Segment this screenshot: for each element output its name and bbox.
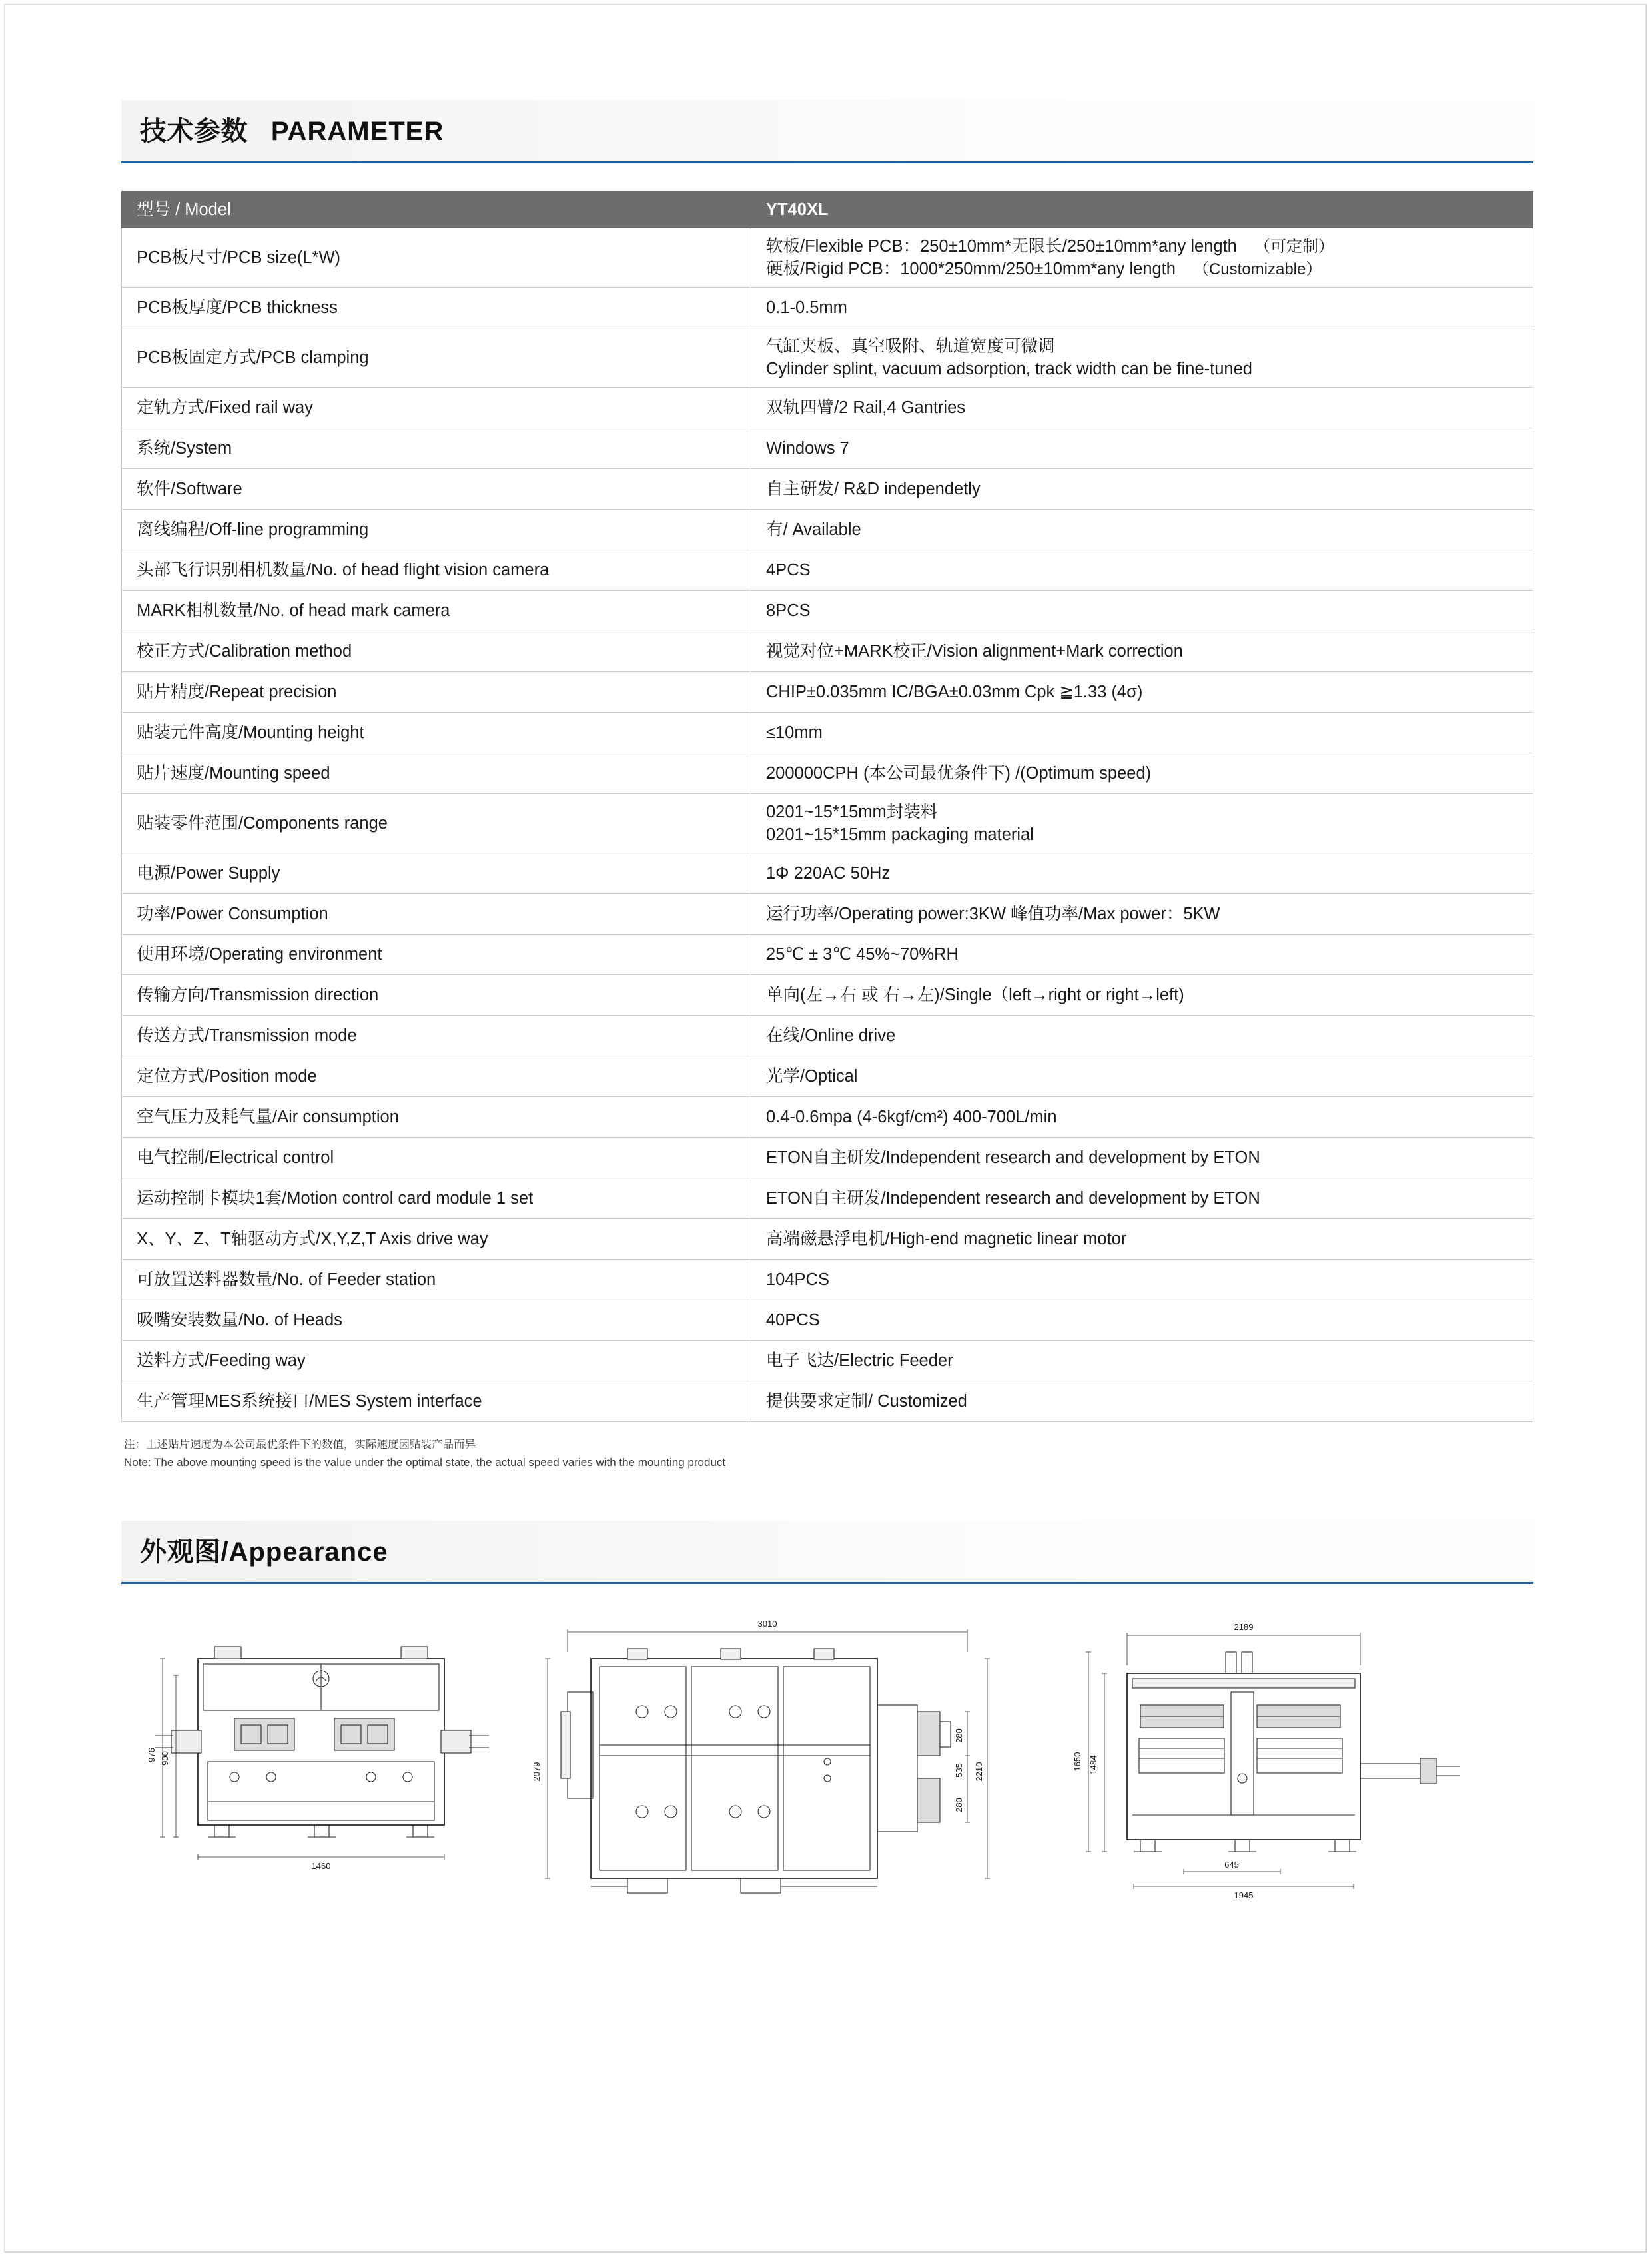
table-row	[122, 228, 1533, 288]
section-title-appearance-cn: 外观图	[140, 1537, 221, 1567]
row-value: 视觉对位+MARK校正/Vision alignment+Mark correction	[751, 631, 1533, 672]
row-label: 贴装零件范围/Components range	[122, 794, 751, 853]
table-row	[122, 713, 1533, 753]
row-label: PCB板厚度/PCB thickness	[122, 288, 751, 328]
table-row	[122, 1219, 1533, 1260]
row-value-line: 硬板/Rigid PCB：1000*250mm/250±10mm*any length （Customizable）	[766, 260, 1322, 278]
dim-front-height2: 900	[160, 1751, 170, 1766]
row-value: 光学/Optical	[751, 1056, 1533, 1097]
dim-side-height1: 1650	[1072, 1752, 1082, 1772]
row-value: 0.4-0.6mpa (4-6kgf/cm²) 400-700L/min	[751, 1097, 1533, 1138]
row-value: CHIP±0.035mm IC/BGA±0.03mm Cpk ≧1.33 (4σ)	[751, 672, 1533, 713]
row-value: 电子飞达/Electric Feeder	[751, 1341, 1533, 1381]
section-title-parameter	[140, 110, 444, 148]
table-row	[122, 1260, 1533, 1300]
row-label: 送料方式/Feeding way	[122, 1341, 751, 1381]
table-row	[122, 1016, 1533, 1056]
row-value: 在线/Online drive	[751, 1016, 1533, 1056]
row-label: 电源/Power Supply	[122, 853, 751, 894]
table-row	[122, 550, 1533, 591]
dim-top-d2: 535	[954, 1763, 964, 1778]
table-row	[122, 1341, 1533, 1381]
section-title-parameter-en: PARAMETER	[270, 117, 444, 146]
row-value: ETON自主研发/Independent research and development by ETON	[751, 1178, 1533, 1219]
page-content	[121, 100, 1533, 2025]
row-label: 离线编程/Off-line programming	[122, 510, 751, 550]
table-row	[122, 388, 1533, 428]
row-value-line: 0201~15*15mm packaging material	[766, 825, 1034, 844]
table-row	[122, 1056, 1533, 1097]
drawing-top-view	[528, 1612, 1021, 1925]
appearance-section	[121, 1521, 1533, 2025]
section-title-parameter-cn: 技术参数	[140, 117, 248, 146]
dim-side-b2: 1945	[1234, 1890, 1254, 1900]
row-value: 1Φ 220AC 50Hz	[751, 853, 1533, 894]
row-value: 25℃ ± 3℃ 45%~70%RH	[751, 935, 1533, 975]
footnote-cn: 注：上述贴片速度为本公司最优条件下的数值，实际速度因贴装产品而异	[124, 1439, 476, 1451]
table-header-row	[122, 192, 1533, 228]
dim-side-width: 2189	[1234, 1621, 1254, 1632]
table-row	[122, 794, 1533, 853]
row-value-line: 软板/Flexible PCB：250±10mm*无限长/250±10mm*any length （可定制）	[766, 236, 1334, 256]
table-row	[122, 328, 1533, 388]
row-label: 贴片精度/Repeat precision	[122, 672, 751, 713]
row-value: Windows 7	[751, 428, 1533, 469]
section-header-parameter	[121, 100, 1533, 163]
row-value: 200000CPH (本公司最优条件下) /(Optimum speed)	[751, 753, 1533, 794]
row-label: 软件/Software	[122, 469, 751, 510]
section-title-appearance	[140, 1531, 388, 1569]
row-value-line: Cylinder splint, vacuum adsorption, track width can be fine-tuned	[766, 360, 1252, 378]
row-value	[751, 228, 1533, 288]
row-value: 40PCS	[751, 1300, 1533, 1341]
table-row	[122, 1097, 1533, 1138]
table-footnote	[124, 1437, 1533, 1471]
row-label: 运动控制卡模块1套/Motion control card module 1 set	[122, 1178, 751, 1219]
table-row	[122, 975, 1533, 1016]
row-label: MARK相机数量/No. of head mark camera	[122, 591, 751, 631]
row-label: X、Y、Z、T轴驱动方式/X,Y,Z,T Axis drive way	[122, 1219, 751, 1260]
row-label: 生产管理MES系统接口/MES System interface	[122, 1381, 751, 1422]
drawing-front-view	[135, 1612, 508, 1925]
table-row	[122, 935, 1533, 975]
dim-side-b1: 645	[1224, 1859, 1239, 1870]
row-label: 定轨方式/Fixed rail way	[122, 388, 751, 428]
footnote-en: Note: The above mounting speed is the value under the optimal state, the actual speed varies with the mounting product	[124, 1455, 726, 1469]
row-label: 功率/Power Consumption	[122, 894, 751, 935]
row-label: 校正方式/Calibration method	[122, 631, 751, 672]
appearance-drawings	[121, 1612, 1533, 2025]
table-row	[122, 288, 1533, 328]
table-row	[122, 428, 1533, 469]
table-header-value: YT40XL	[751, 192, 1533, 228]
row-label: 头部飞行识别相机数量/No. of head flight vision camera	[122, 550, 751, 591]
table-row	[122, 853, 1533, 894]
row-value: 4PCS	[751, 550, 1533, 591]
row-value: 104PCS	[751, 1260, 1533, 1300]
row-label: 吸嘴安装数量/No. of Heads	[122, 1300, 751, 1341]
row-label: 电气控制/Electrical control	[122, 1138, 751, 1178]
row-label: 传输方向/Transmission direction	[122, 975, 751, 1016]
row-label: 定位方式/Position mode	[122, 1056, 751, 1097]
table-row	[122, 1300, 1533, 1341]
row-label: 贴片速度/Mounting speed	[122, 753, 751, 794]
dim-top-width: 3010	[757, 1618, 777, 1629]
row-value	[751, 794, 1533, 853]
table-row	[122, 1178, 1533, 1219]
dim-top-d1: 280	[954, 1728, 964, 1743]
table-row	[122, 510, 1533, 550]
row-value: 双轨四臂/2 Rail,4 Gantries	[751, 388, 1533, 428]
table-row	[122, 1138, 1533, 1178]
table-row	[122, 894, 1533, 935]
row-label: PCB板固定方式/PCB clamping	[122, 328, 751, 388]
table-row	[122, 672, 1533, 713]
row-label: 可放置送料器数量/No. of Feeder station	[122, 1260, 751, 1300]
table-row	[122, 1381, 1533, 1422]
section-header-appearance	[121, 1521, 1533, 1584]
row-value	[751, 328, 1533, 388]
parameter-table	[121, 191, 1533, 1422]
row-label: 传送方式/Transmission mode	[122, 1016, 751, 1056]
row-value: ETON自主研发/Independent research and development by ETON	[751, 1138, 1533, 1178]
row-value: 有/ Available	[751, 510, 1533, 550]
dim-top-d3: 2210	[974, 1762, 984, 1782]
row-value-line: 0201~15*15mm封装料	[766, 802, 938, 821]
table-header-label: 型号 / Model	[122, 192, 751, 228]
row-value: ≤10mm	[751, 713, 1533, 753]
table-row	[122, 631, 1533, 672]
table-row	[122, 591, 1533, 631]
row-value: 单向(左→右 或 右→左)/Single（left→right or right→left)	[751, 975, 1533, 1016]
row-label: PCB板尺寸/PCB size(L*W)	[122, 228, 751, 288]
row-label: 贴装元件高度/Mounting height	[122, 713, 751, 753]
table-row	[122, 469, 1533, 510]
row-value: 提供要求定制/ Customized	[751, 1381, 1533, 1422]
section-title-appearance-en: /Appearance	[220, 1537, 388, 1567]
table-row	[122, 753, 1533, 794]
row-label: 空气压力及耗气量/Air consumption	[122, 1097, 751, 1138]
dim-front-width: 1460	[311, 1860, 331, 1871]
row-value: 8PCS	[751, 591, 1533, 631]
dim-top-d4: 280	[954, 1798, 964, 1812]
row-value-line: 气缸夹板、真空吸附、轨道宽度可微调	[766, 336, 1055, 356]
dim-side-height2: 1484	[1088, 1755, 1098, 1775]
row-value: 运行功率/Operating power:3KW 峰值功率/Max power：5KW	[751, 894, 1533, 935]
row-label: 使用环境/Operating environment	[122, 935, 751, 975]
drawing-side-view	[1060, 1612, 1520, 1925]
row-value: 自主研发/ R&D independetly	[751, 469, 1533, 510]
dim-top-height: 2079	[532, 1762, 542, 1782]
row-value: 0.1-0.5mm	[751, 288, 1533, 328]
dim-front-height1: 976	[147, 1748, 157, 1762]
row-label: 系统/System	[122, 428, 751, 469]
row-value: 高端磁悬浮电机/High-end magnetic linear motor	[751, 1219, 1533, 1260]
